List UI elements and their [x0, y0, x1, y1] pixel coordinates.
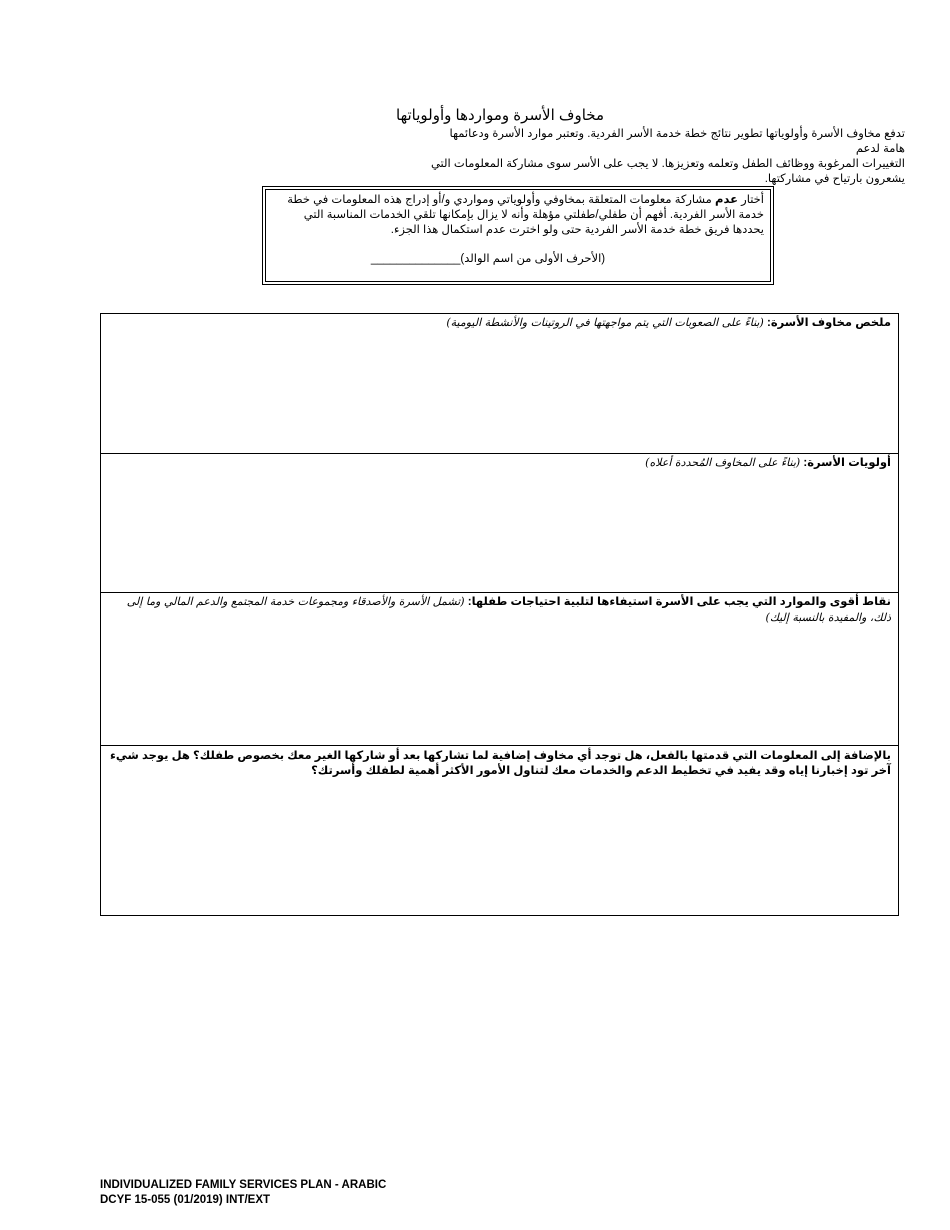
- intro-line: التغييرات المرغوبة ووظائف الطفل وتعلمه وتعزيزها. لا يجب على الأسر سوى مشاركة المعلومات التي: [430, 158, 905, 170]
- footer-form-number: DCYF 15-055 (01/2019) INT/EXT: [100, 1194, 271, 1206]
- family-strengths-section[interactable]: [101, 592, 898, 745]
- section-hint: (تشمل الأسرة والأصدقاء ومجموعات خدمة المجتمع والدعم المالي وما إلى ذلك، والمفيدة بالنسبة إليك): [126, 595, 891, 624]
- initials-line[interactable]: ______________: [370, 253, 461, 265]
- family-priorities-section[interactable]: [101, 453, 898, 593]
- parent-initials-field[interactable]: [272, 252, 764, 267]
- opt-out-bold-word: عدم: [715, 194, 738, 206]
- additional-concerns-section[interactable]: [101, 745, 898, 915]
- section-hint: (بناءً على المخاوف المُحددة أعلاه): [645, 456, 801, 469]
- opt-out-inner: [265, 189, 771, 282]
- opt-out-box: [262, 186, 774, 285]
- section-label: ملخص مخاوف الأسرة:: [766, 317, 891, 329]
- section-label: بالإضافة إلى المعلومات التي قدمتها بالفعل، هل توجد أي مخاوف إضافية لما تشاركها بعد أو شاركها الغير معك بخصوص طفلك؟ هل يوجد شيء آخر تود إخبارنا إياه وقد يفيد في تخطيط الدعم والخدمات معك لتناول الأمور الأكثر أهمية لطفلك وأسرتك؟: [109, 750, 891, 777]
- opt-out-statement: [272, 193, 764, 238]
- form-footer: [100, 1178, 386, 1208]
- section-label: نقاط أقوى والموارد التي يجب على الأسرة استيفاءها لتلبية احتياجات طفلها:: [467, 596, 891, 608]
- family-info-table: [100, 313, 899, 916]
- section-label: أولويات الأسرة:: [803, 457, 891, 469]
- opt-out-text: مشاركة معلومات المتعلقة بمخاوفي وأولوياتي ومواردي و/أو إدراج هذه المعلومات في خطة خدمة الأسر الفردية. أفهم أن طفلي/طفلتي مؤهلة وأنه لا يزال بإمكانها تلقي الخدمات المناسبة التي يحددها فريق خطة خدمة الأسر الفردية حتى ولو اخترت عدم استكمال هذا الجزء.: [287, 194, 764, 236]
- initials-label: (الأحرف الأولى من اسم الوالد): [460, 253, 606, 265]
- intro-line: يشعرون بارتياح في مشاركتها.: [764, 173, 905, 185]
- family-concerns-section[interactable]: [101, 314, 898, 454]
- footer-form-title: INDIVIDUALIZED FAMILY SERVICES PLAN - ARABIC: [100, 1179, 387, 1191]
- opt-out-prefix: أختار: [741, 194, 764, 206]
- intro-line: تدفع مخاوف الأسرة وأولوياتها تطوير نتائج خطة خدمة الأسر الفردية. وتعتبر موارد الأسرة ودعائمها هامة لدعم: [449, 128, 905, 155]
- intro-paragraph: [430, 127, 905, 187]
- page-title: مخاوف الأسرة ومواردها وأولوياتها: [396, 107, 604, 124]
- section-hint: (بناءً على الصعوبات التي يتم مواجهتها في الروتينات والأنشطة اليومية): [446, 316, 764, 329]
